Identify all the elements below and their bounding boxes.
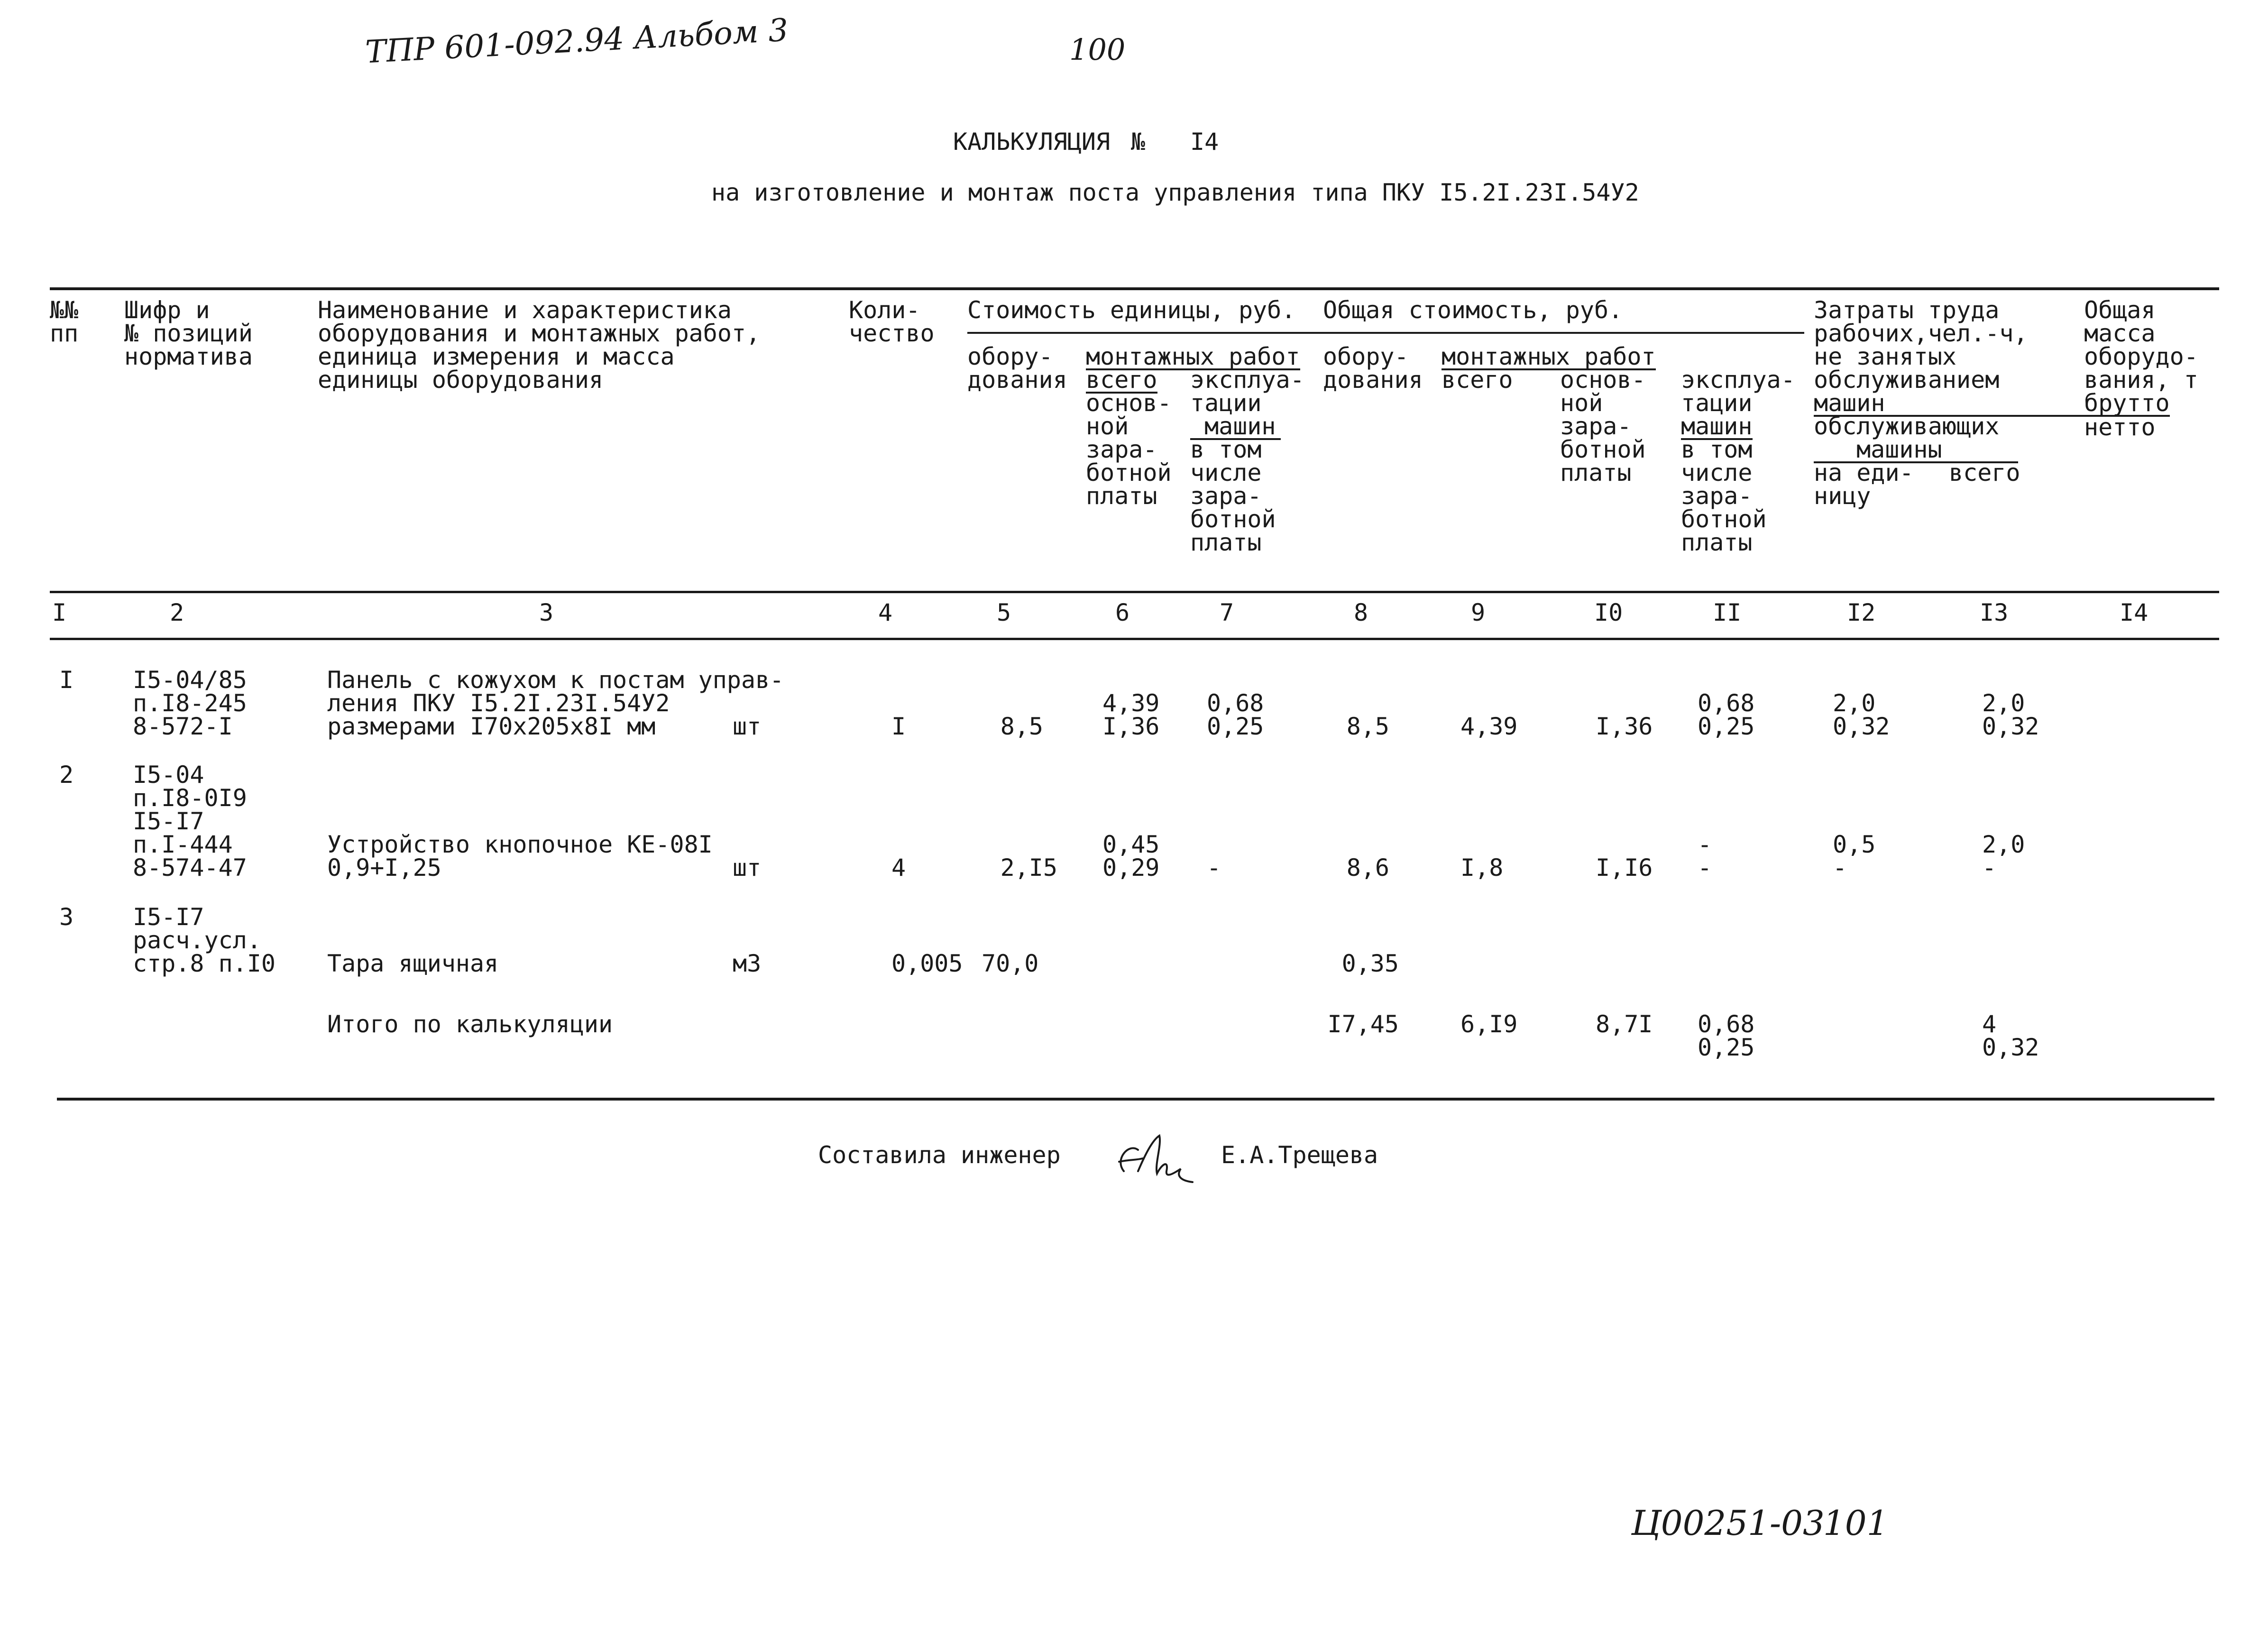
row1-name: Панель с кожухом к постам управ- ления ПКУ I5.2I.23I.54У2 размерами I70х205х8I мм <box>327 666 784 740</box>
row2-c9: I,8 <box>1460 854 1504 881</box>
row1-c6: 4,39 I,36 <box>1102 689 1160 740</box>
handwritten-header-ref: ТПР 601-092.94 Альбом 3 <box>364 11 790 71</box>
colnum-10: I0 <box>1594 599 1623 626</box>
colnum-11: II <box>1713 599 1742 626</box>
colnum-3: 3 <box>539 599 554 626</box>
signature-mark <box>1110 1126 1204 1193</box>
total-c13: 4 0,32 <box>1982 1010 2039 1061</box>
header-col11-exploitation: эксплуа- тации <box>1681 366 1795 417</box>
row2-c12: 0,5 - <box>1833 831 1876 881</box>
colnum-12: I2 <box>1847 599 1876 626</box>
row1-qty: I <box>891 713 906 740</box>
row2-no: 2 <box>59 761 74 789</box>
total-c9: 6,I9 <box>1460 1010 1518 1038</box>
table-bottom-rule <box>57 1098 2214 1101</box>
header-col9-total: всего <box>1442 366 1513 394</box>
header-quantity: Коли- чество <box>849 296 935 347</box>
header-mass-gross: брутто <box>2084 389 2170 417</box>
header-col7-wages: в том числе зара- ботной платы <box>1190 436 1276 556</box>
total-c10: 8,7I <box>1596 1010 1653 1038</box>
row2-c5: 2,I5 <box>1000 854 1057 881</box>
header-row-no: №№ пп <box>50 296 79 347</box>
cost-header-rule <box>967 332 1804 334</box>
row1-code: I5-04/85 п.I8-245 8-572-I <box>133 666 247 740</box>
row1-c8: 8,5 <box>1346 713 1389 740</box>
composer-name: Е.А.Трещева <box>1221 1141 1378 1169</box>
header-bottom-rule <box>50 591 2219 593</box>
row3-code: I5-I7 расч.усл. стр.8 п.I0 <box>133 903 276 977</box>
row2-c10: I,I6 <box>1596 854 1653 881</box>
header-labor-total: всего <box>1949 459 2020 486</box>
colnum-13: I3 <box>1980 599 2009 626</box>
colnum-5: 5 <box>997 599 1011 626</box>
row1-no: I <box>59 666 74 694</box>
calc-title-no: № <box>1131 128 1146 156</box>
header-labor-machines: машин <box>1814 392 2106 417</box>
row2-name: Устройство кнопочное КЕ-08I 0,9+I,25 <box>327 831 713 881</box>
header-cost-unit: Стоимость единицы, руб. <box>967 296 1296 324</box>
colnum-bottom-rule <box>50 638 2219 640</box>
row1-c12: 2,0 0,32 <box>1833 689 1890 740</box>
row1-c10: I,36 <box>1596 713 1653 740</box>
header-mont-unit: монтажных работ <box>1086 343 1300 370</box>
header-labor-per-unit: на еди- ницу <box>1814 459 1914 510</box>
row3-no: 3 <box>59 903 74 931</box>
row3-name: Тара ящичная <box>327 950 499 977</box>
total-label: Итого по калькуляции <box>327 1010 613 1038</box>
calc-subtitle: на изготовление и монтаж поста управления типа ПКУ I5.2I.23I.54У2 <box>711 179 1639 206</box>
colnum-8: 8 <box>1354 599 1368 626</box>
header-code: Шифр и № позиций норматива <box>124 296 253 370</box>
handwritten-page-number: 100 <box>1069 32 1126 67</box>
colnum-14: I4 <box>2120 599 2149 626</box>
header-col6-base-wages: основ- ной зара- ботной платы <box>1086 389 1172 510</box>
row1-c5: 8,5 <box>1000 713 1043 740</box>
header-labor-machine: машины <box>1814 438 2018 463</box>
row3-unit: м3 <box>733 950 762 977</box>
row1-c9: 4,39 <box>1460 713 1518 740</box>
header-labor-servicing: обслуживающих <box>1814 413 2000 440</box>
header-col11-wages: в том числе зара- ботной платы <box>1681 436 1767 556</box>
colnum-9: 9 <box>1471 599 1486 626</box>
composed-by-label: Составила инженер <box>818 1141 1061 1169</box>
header-mass-net: нетто <box>2084 413 2156 441</box>
row1-c13: 2,0 0,32 <box>1982 689 2039 740</box>
row2-c8: 8,6 <box>1346 854 1389 881</box>
colnum-2: 2 <box>170 599 184 626</box>
header-mont-total: монтажных работ <box>1442 343 1656 370</box>
colnum-6: 6 <box>1115 599 1130 626</box>
row3-qty: 0,005 <box>891 950 963 977</box>
header-cost-total: Общая стоимость, руб. <box>1323 296 1623 324</box>
row1-unit: шт <box>733 713 762 740</box>
header-col5-equipment: обору- дования <box>967 343 1067 394</box>
handwritten-footer-ref: Ц00251-03 <box>1631 1503 1825 1543</box>
header-col6-total: всего <box>1086 366 1157 394</box>
row3-c5: 70,0 <box>982 950 1039 977</box>
row2-c7: - <box>1207 854 1221 881</box>
calc-title-word: КАЛЬКУЛЯЦИЯ <box>953 128 1111 156</box>
row2-c11: - - <box>1698 831 1712 881</box>
header-col8-equipment: обору- дования <box>1323 343 1423 394</box>
row2-unit: шт <box>733 854 762 881</box>
total-c8: I7,45 <box>1327 1010 1399 1038</box>
calc-title-number: I4 <box>1190 128 1219 156</box>
row2-c13: 2,0 - <box>1982 831 2025 881</box>
header-labor: Затраты труда рабочих,чел.-ч, не занятых обслуживанием <box>1814 296 2028 394</box>
colnum-7: 7 <box>1220 599 1234 626</box>
header-mass: Общая масса оборудо- вания, т <box>2084 296 2198 394</box>
row3-c8: 0,35 <box>1341 950 1399 977</box>
total-c11: 0,68 0,25 <box>1698 1010 1755 1061</box>
colnum-4: 4 <box>878 599 893 626</box>
row2-c6: 0,45 0,29 <box>1102 831 1160 881</box>
row2-code: I5-04 п.I8-0I9 I5-I7 п.I-444 8-574-47 <box>133 761 247 881</box>
header-col7-machines: машин <box>1190 415 1281 440</box>
row1-c11: 0,68 0,25 <box>1698 689 1755 740</box>
colnum-1: I <box>52 599 67 626</box>
row1-c7: 0,68 0,25 <box>1207 689 1264 740</box>
handwritten-footer-page: 101 <box>1823 1503 1889 1543</box>
header-col11-machines: машин <box>1681 413 1753 440</box>
header-name: Наименование и характеристика оборудования и монтажных работ, единица измерения и масса единицы оборудования <box>318 296 761 394</box>
row2-qty: 4 <box>891 854 906 881</box>
table-top-rule <box>50 287 2219 290</box>
header-col10-base-wages: основ- ной зара- ботной платы <box>1560 366 1646 486</box>
header-col7-exploitation: эксплуа- тации <box>1190 366 1304 417</box>
